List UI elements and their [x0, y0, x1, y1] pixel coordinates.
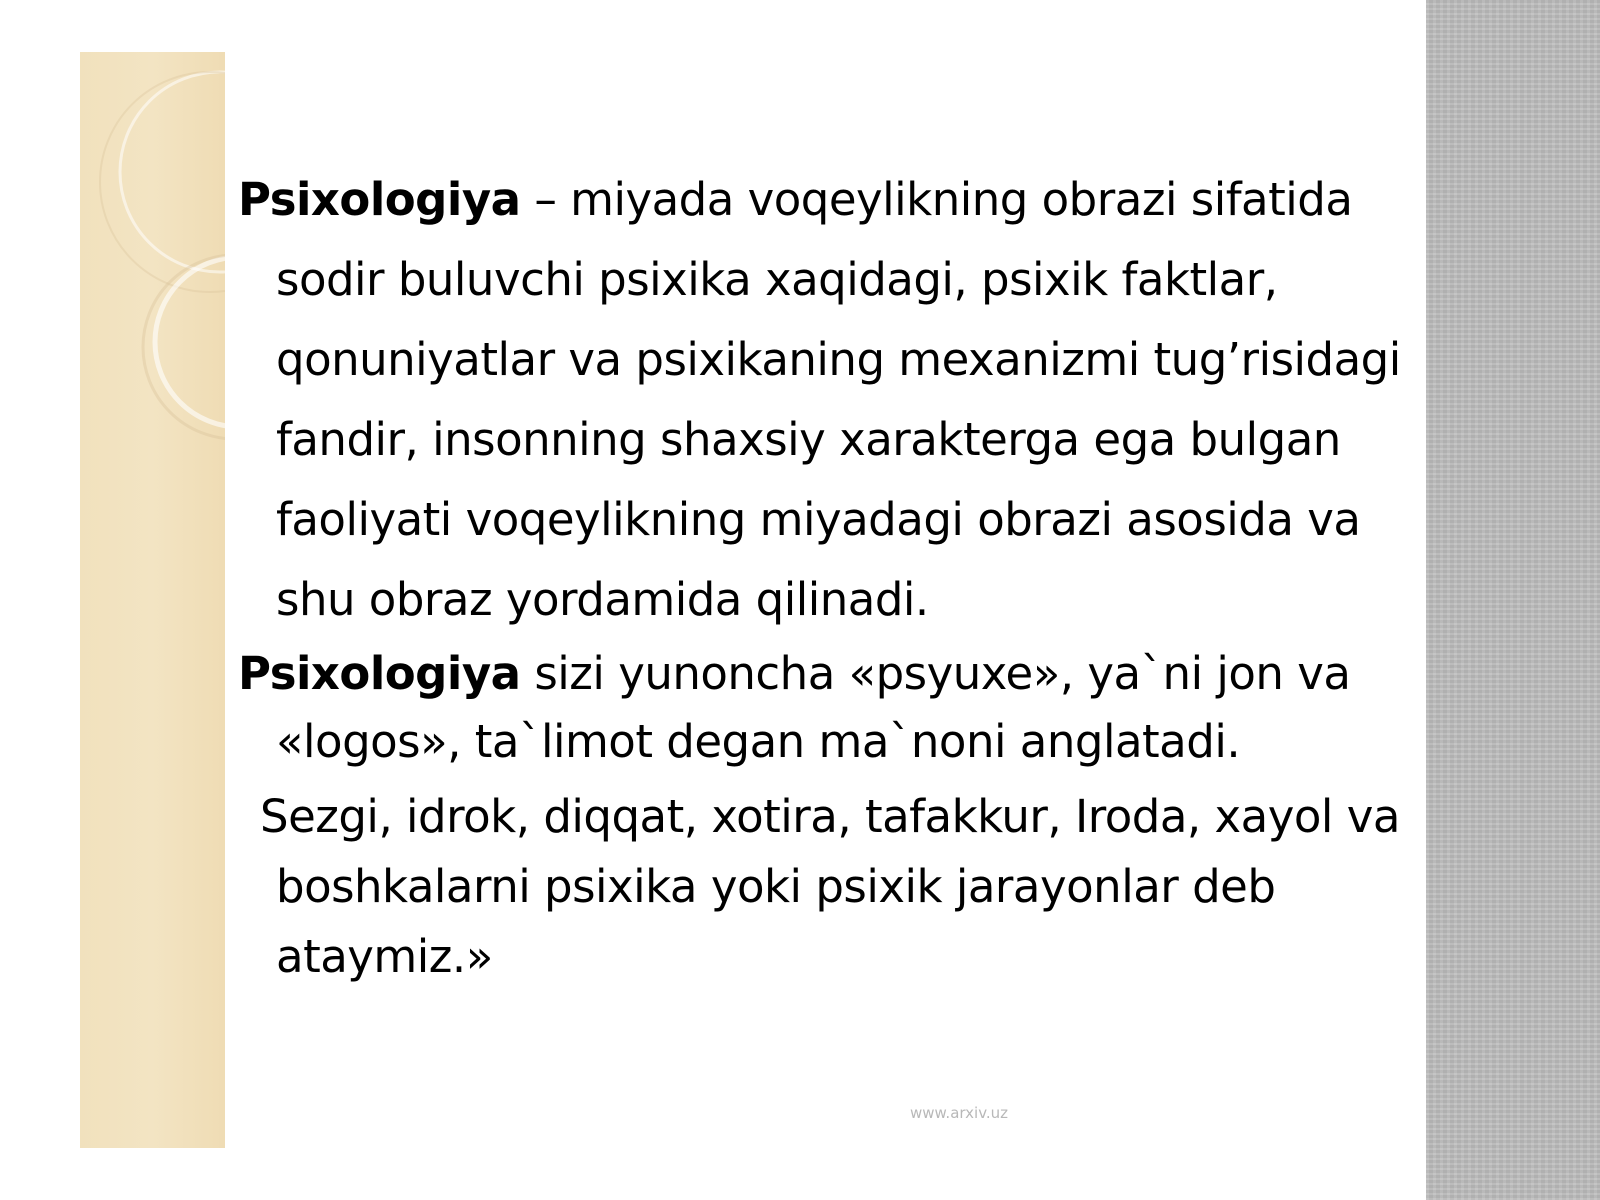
etymology-paragraph — [238, 640, 1418, 776]
decorative-gray-band — [1426, 0, 1600, 1200]
slide-content — [238, 160, 1418, 992]
decorative-circles — [80, 52, 225, 1148]
etymology-text: sizi yunoncha «psyuxe», ya`ni jon va «logos», ta`limot degan ma`noni anglatadi. — [276, 647, 1351, 768]
decorative-side-band — [80, 52, 225, 1148]
definition-paragraph — [238, 160, 1418, 640]
watermark: www.arxiv.uz — [910, 1104, 1009, 1122]
term-psixologiya: Psixologiya — [238, 173, 521, 226]
definition-text: – miyada voqeylikning obrazi sifatida sodir buluvchi psixika xaqidagi, psixik faktlar, qonuniyatlar va psixikaning mexanizmi tug’risidagi fandir, insonning shaxsiy xarakterga ega bulgan faoliyati voqeylikning miyadagi obrazi asosida va shu obraz yordamida qilinadi. — [276, 173, 1401, 626]
processes-text: Sezgi, idrok, diqqat, xotira, tafakkur, Iroda, xayol va boshkalarni psixika yoki psixik jarayonlar deb ataymiz.» — [260, 790, 1400, 983]
processes-paragraph — [238, 782, 1418, 992]
term-psixologiya: Psixologiya — [238, 647, 521, 700]
